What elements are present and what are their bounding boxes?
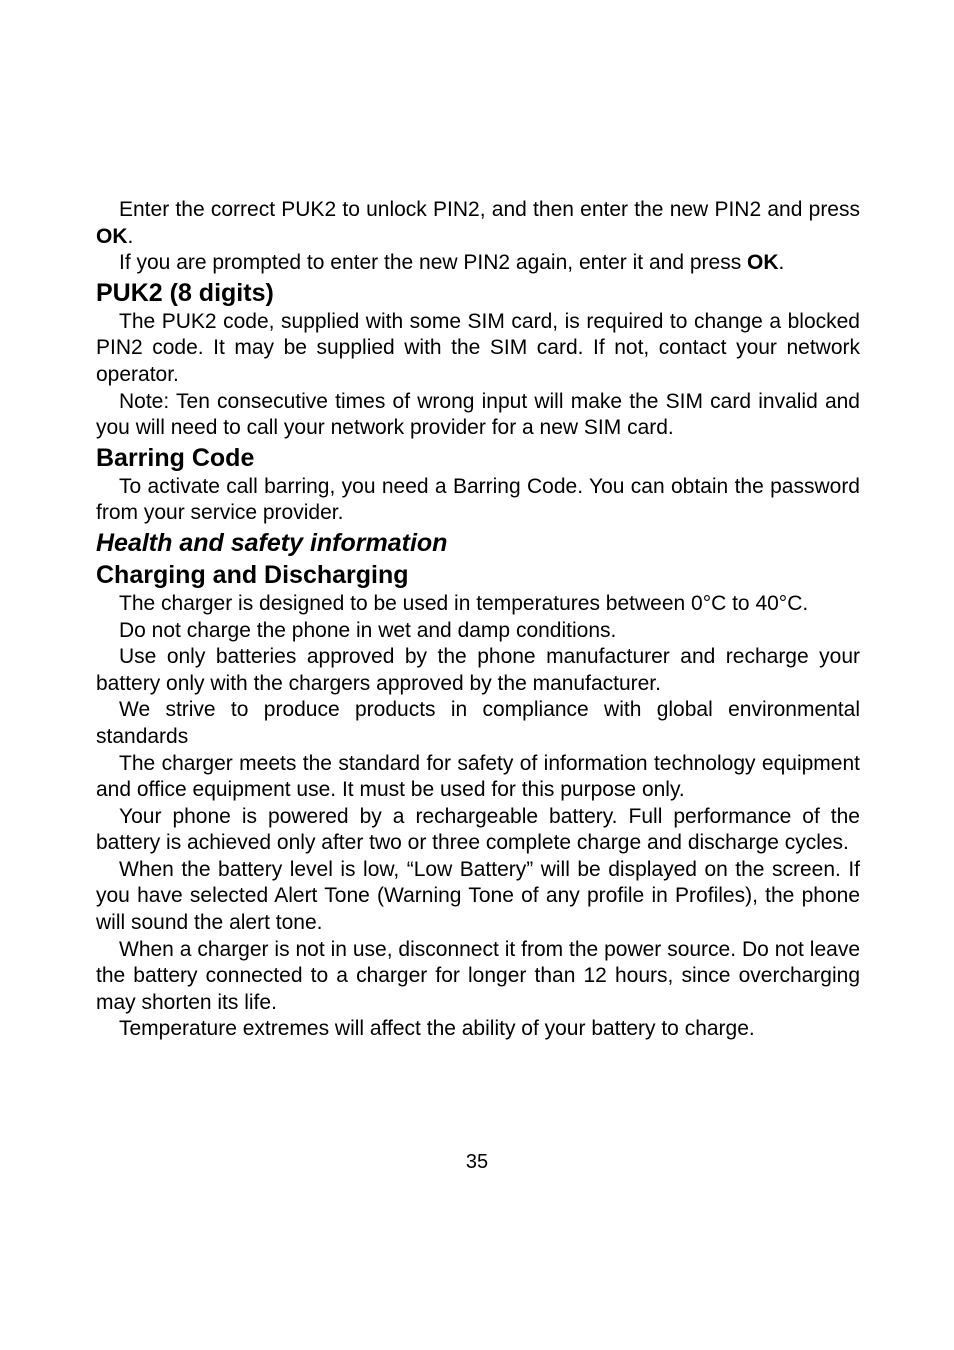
charging-paragraph: Use only batteries approved by the phone manufacturer and recharge your battery only with the chargers approved by the manufacturer.	[96, 645, 860, 695]
barring-code-paragraph: To activate call barring, you need a Barring Code. You can obtain the password from your service provider.	[96, 474, 860, 525]
puk2-heading: PUK2 (8 digits)	[96, 278, 274, 307]
charging-paragraph: The charger meets the standard for safety of information technology equipment and office equipment use. It must be used for this purpose only.	[96, 751, 860, 802]
page-number: 35	[465, 1151, 489, 1173]
charging-paragraph: The charger is designed to be used in temperatures between 0°C to 40°C.	[119, 591, 809, 615]
pin2-instruction-paragraph	[96, 197, 860, 250]
charging-paragraph: We strive to produce products in compliance with global environmental standards	[96, 698, 860, 748]
barring-code-heading: Barring Code	[96, 443, 255, 472]
charging-paragraph: Your phone is powered by a rechargeable battery. Full performance of the battery is achieved only after two or three complete charge and discharge cycles.	[96, 804, 860, 855]
charging-paragraph: Do not charge the phone in wet and damp conditions.	[119, 618, 617, 642]
pin2-instruction-text: Enter the correct PUK2 to unlock PIN2, and then enter the new PIN2 and press	[119, 198, 860, 221]
charging-paragraph: Temperature extremes will affect the ability of your battery to charge.	[119, 1017, 755, 1041]
pin2-confirm-text: If you are prompted to enter the new PIN2 again, enter it and press	[119, 251, 748, 275]
pin2-confirm-tail: .	[778, 251, 785, 275]
ok-key-label: OK	[747, 251, 779, 275]
ok-key-label: OK	[96, 224, 128, 248]
manual-page-content	[96, 197, 860, 1043]
charging-heading: Charging and Discharging	[96, 560, 409, 589]
pin2-instruction-tail: .	[127, 224, 134, 248]
puk2-note-paragraph: Note: Ten consecutive times of wrong input will make the SIM card invalid and you will need to call your network provider for a new SIM card.	[96, 389, 860, 440]
puk2-description-paragraph: The PUK2 code, supplied with some SIM card, is required to change a blocked PIN2 code. It may be supplied with the SIM card. If not, contact your network operator.	[96, 309, 860, 386]
charging-paragraph: When a charger is not in use, disconnect it from the power source. Do not leave the battery connected to a charger for longer than 12 hours, since overcharging may shorten its life.	[96, 937, 860, 1014]
charging-paragraph: When the battery level is low, “Low Battery” will be displayed on the screen. If you have selected Alert Tone (Warning Tone of any profile in Profiles), the phone will sound the alert tone.	[96, 857, 860, 935]
health-safety-heading: Health and safety information	[96, 528, 448, 557]
pin2-confirm-paragraph	[96, 250, 860, 277]
